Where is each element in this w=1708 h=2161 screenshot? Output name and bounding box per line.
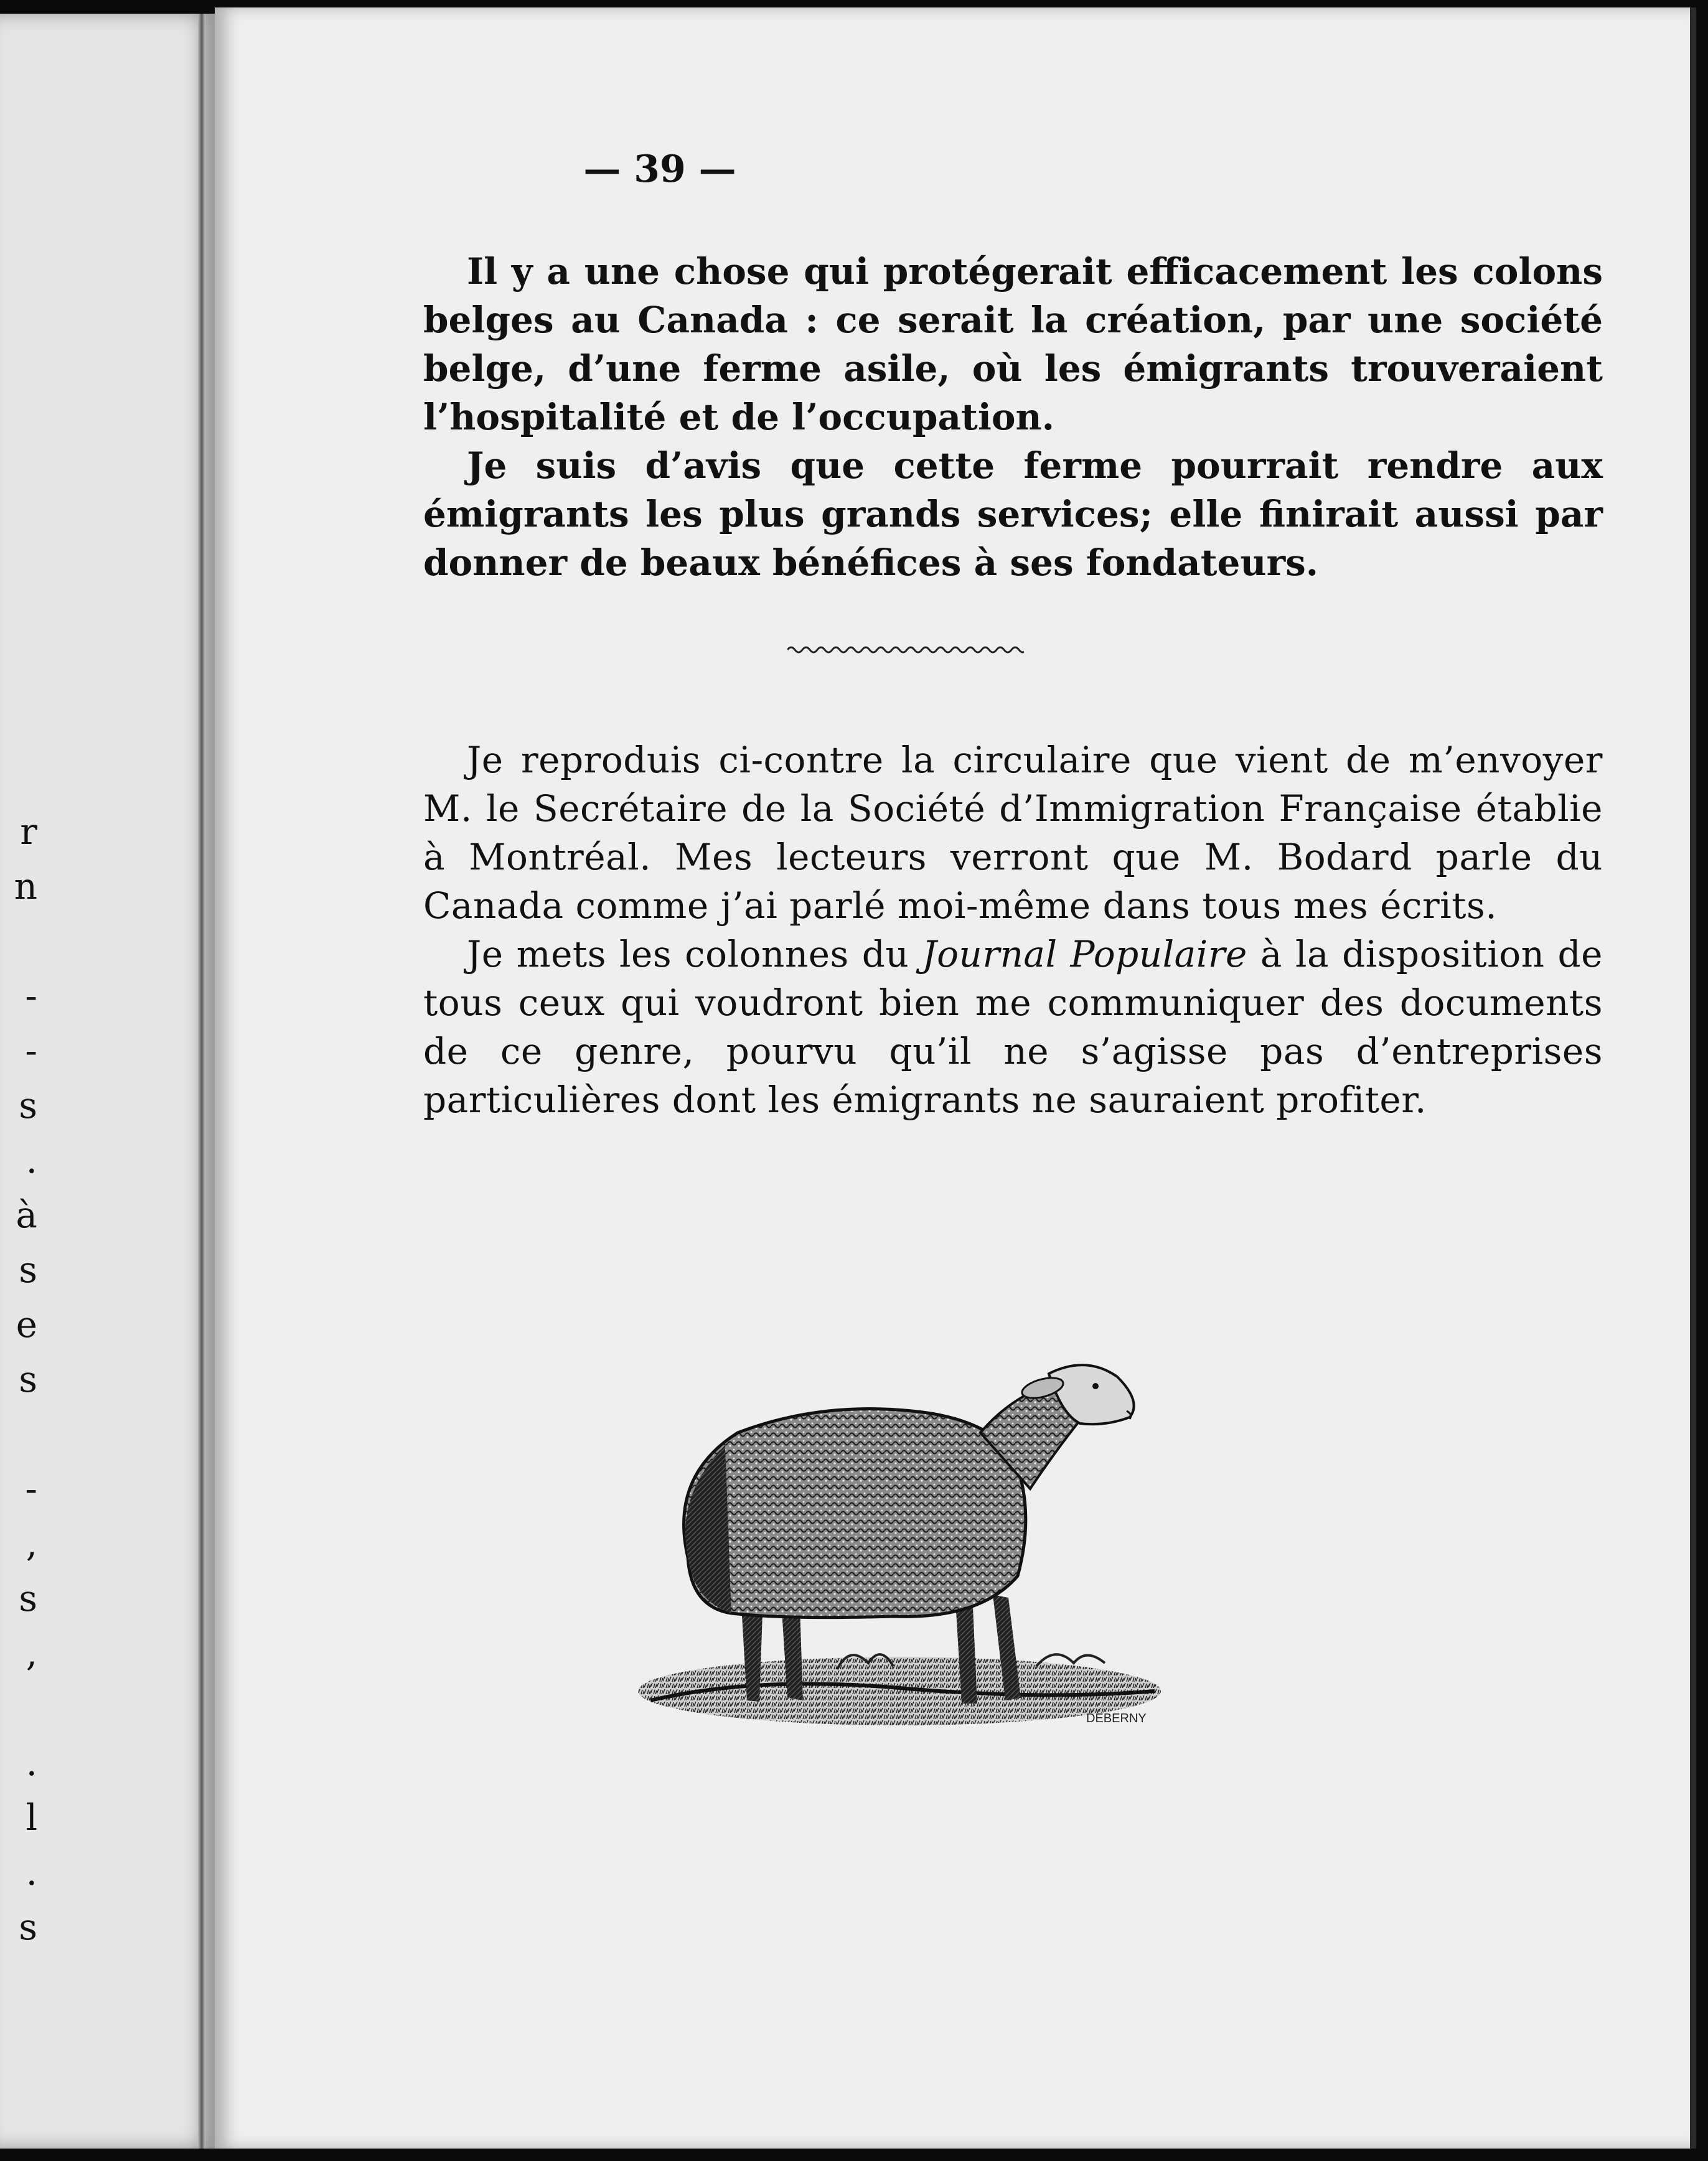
paragraph: Il y a une chose qui protégerait efficacement les colons belges au Canada : ce serait la création, par une société belge, d’une ferme asile, où les émigrants trouveraient l’hospitalité et de l’occupation. [423, 250, 1603, 438]
left-page-fragment: . [26, 1851, 37, 1893]
engraver-signature: DEBERNY [1086, 1712, 1147, 1725]
left-facing-page [0, 14, 215, 2149]
book-page [215, 7, 1696, 2149]
page-gutter [198, 14, 205, 2149]
paragraph: Je reproduis ci-contre la circulaire que vient de m’envoyer M. le Secrétaire de la Société d’Immigration Française établie à Montréal. Mes lecteurs verront que M. Bodard parle du Canada comme j’ai parlé moi-même dans tous mes écrits. [423, 739, 1603, 927]
left-page-fragment: à [16, 1194, 37, 1236]
wavy-divider-ornament [787, 642, 1024, 657]
left-page-fragment: s [19, 1577, 37, 1620]
left-page-fragment: . [26, 1139, 37, 1181]
sheep-engraving-icon [632, 1352, 1180, 1750]
left-page-fragment [0, 1407, 37, 1461]
left-page-text-fragments [0, 804, 37, 1954]
left-page-fragment: , [26, 1632, 37, 1674]
page-number: — 39 — [583, 148, 736, 191]
left-page-fragment: l [26, 1796, 37, 1839]
paragraph [423, 930, 1603, 1124]
left-page-fragment: n [14, 865, 37, 907]
left-page-fragment: , [26, 1522, 37, 1565]
left-page-fragment: - [25, 1468, 37, 1510]
left-page-fragment: r [20, 810, 37, 853]
paragraph: Je suis d’avis que cette ferme pourrait rendre aux émigrants les plus grands services; elle finirait aussi par donner de beaux bénéfices à ses fondateurs. [423, 444, 1603, 584]
left-page-fragment: - [25, 975, 37, 1017]
section-one-text [423, 247, 1603, 587]
journal-title: Journal Populaire [922, 933, 1247, 975]
left-page-fragment: s [19, 1358, 37, 1400]
paragraph-text: à la disposition de tous ceux qui voudront bien me communiquer des documents de ce genre, pourvu qu’il ne s’agisse pas d’entreprises particulières dont les émigrants ne sauraient profiter. [423, 933, 1603, 1121]
paragraph-text: Je mets les colonnes du [467, 933, 922, 975]
left-page-fragment: s [19, 1084, 37, 1127]
left-page-fragment: s [19, 1906, 37, 1948]
left-page-fragment: - [25, 1029, 37, 1072]
left-page-fragment: s [19, 1249, 37, 1291]
left-page-fragment: . [26, 1741, 37, 1784]
section-two-text [423, 736, 1603, 1124]
left-page-fragment [0, 914, 37, 968]
left-page-fragment: e [16, 1303, 37, 1346]
left-page-fragment [0, 1681, 37, 1735]
